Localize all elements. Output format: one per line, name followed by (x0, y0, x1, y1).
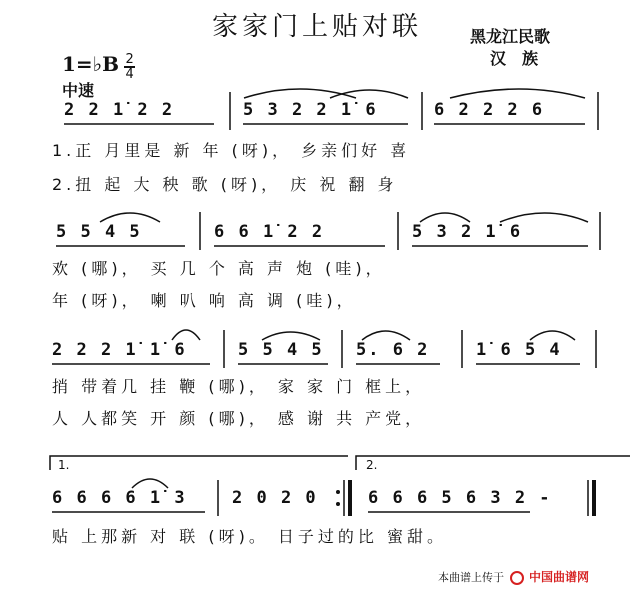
notation-row-3-m4: 1̇ 6 5 4 (476, 340, 562, 360)
slur (362, 331, 410, 340)
notation-row-2-m1: 5 5 4 5 (56, 222, 142, 242)
notation-row-4-m1: 6 6 6 6 1̇ 3 (52, 488, 187, 508)
slur (420, 213, 470, 222)
lyric-row-2-verse-1: 欢 (哪)， 买 几 个 高 声 炮 (哇)， (52, 259, 386, 278)
slur (530, 331, 575, 340)
second-ending-bracket (356, 456, 630, 470)
tempo-marking: 中速 (62, 81, 95, 100)
notation-row-1-m3: 6 2 2 2 6 (434, 100, 545, 120)
notation-row-3-m2: 5 5 4 5 (238, 340, 324, 360)
ethnicity-credit: 汉 族 (490, 49, 539, 68)
footer-uploaded-label: 本曲谱上传于 (438, 571, 504, 584)
repeat-dot (336, 502, 340, 506)
time-bottom: 4 (125, 66, 134, 82)
lyric-row-4-verse-1: 贴 上那新 对 联 (呀)。 日子过的比 蜜甜。 (52, 527, 448, 546)
slur (330, 90, 408, 98)
slur (450, 89, 585, 98)
lyric-row-3-verse-2: 人 人都笑 开 颜 (哪)， 感 谢 共 产党， (52, 409, 426, 428)
key-label: 1=♭B (62, 52, 120, 76)
first-ending-bracket (50, 456, 348, 470)
notation-row-2-m2: 6 6 1̇ 2 2 (214, 222, 325, 242)
slur (262, 332, 320, 340)
slur (132, 479, 168, 488)
slur (244, 89, 356, 98)
lyric-row-2-verse-2: 年 (呀)， 喇 叭 响 高 调 (哇)， (52, 291, 357, 310)
notation-row-4-m2: 2 0 2 0 (232, 488, 318, 508)
slur (172, 330, 200, 340)
notation-row-4-m3: 6 6 6 5 6 3 2 - (368, 488, 552, 508)
second-ending-label: 2. (366, 458, 378, 472)
lyric-row-1-verse-2: 2.扭 起 大 秧 歌 (呀)， 庆 祝 翻 身 (52, 175, 398, 194)
lyric-row-3-verse-1: 捎 带着几 挂 鞭 (哪)， 家 家 门 框上， (52, 377, 426, 396)
time-top: 2 (125, 51, 134, 67)
notation-row-1-m1: 2 2 1̇ 2 2 (64, 100, 175, 120)
notation-row-1-m2: 5 3 2 2 1̇ 6 (243, 100, 378, 120)
repeat-dot (336, 490, 340, 494)
region-credit: 黑龙江民歌 (470, 27, 551, 46)
lyric-row-1-verse-1: 1.正 月里是 新 年 (呀)， 乡亲们好 喜 (52, 141, 411, 160)
notation-row-3-m3: 5. 6 2 (356, 340, 430, 360)
slur (100, 213, 160, 222)
song-title: 家家门上贴对联 (211, 12, 422, 42)
notation-row-3-m1: 2 2 2 1̇ 1̇ 6 (52, 340, 187, 360)
site-name: 中国曲谱网 (529, 570, 590, 584)
slur (500, 213, 588, 222)
first-ending-label: 1. (58, 458, 70, 472)
notation-row-2-m3: 5 3 2 1̇ 6 (412, 222, 523, 242)
